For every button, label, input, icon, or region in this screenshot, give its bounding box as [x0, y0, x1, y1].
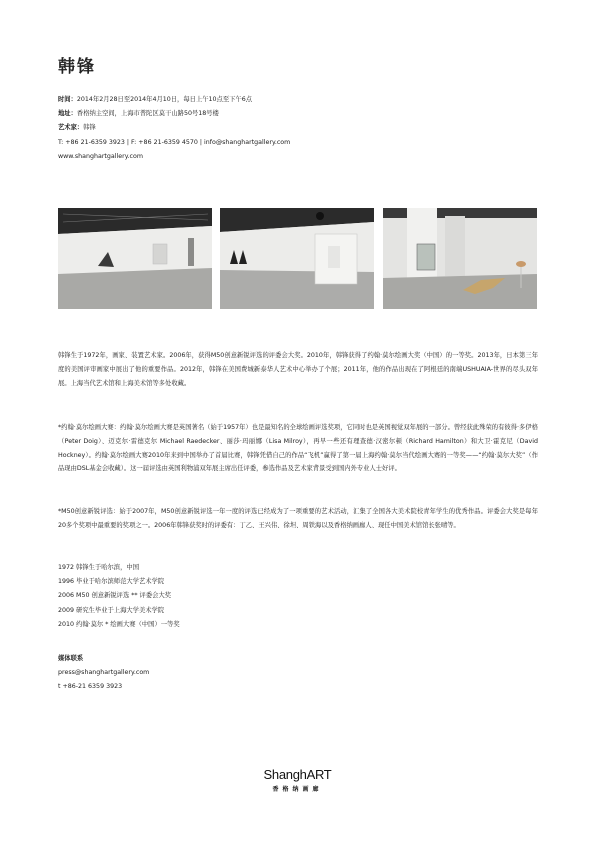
timeline-item: 1972 韩锋生于哈尔滨，中国 [58, 564, 139, 571]
logo-english: ShanghART [263, 767, 332, 782]
time-value: 2014年2月28日至2014年4月10日，每日上午10点至下午6点 [76, 96, 253, 103]
gallery-photo-1 [58, 208, 212, 309]
address-label: 地址： [58, 110, 77, 118]
press-contact [58, 652, 149, 695]
logo-chinese: 香格纳画廊 [272, 786, 323, 793]
time-row [58, 93, 290, 107]
press-contact-label: 媒体联系 [58, 655, 84, 662]
artist-label: 艺术家： [58, 124, 84, 132]
timeline-item: 2006 M50 创意新锐评选 ** 评委会大奖 [58, 592, 172, 600]
artist-value: 韩锋 [83, 124, 96, 132]
contact-line[interactable]: T: +86 21-6359 3923 | F: +86 21-6359 4570 | info@shanghartgallery.com [58, 138, 291, 146]
timeline-item: 2010 约翰·莫尔 * 绘画大赛（中国）一等奖 [58, 620, 180, 628]
time-label: 时间： [58, 96, 77, 103]
artist-bio-paragraph: 韩锋生于1972年，画家、装置艺术家。2006年，获得M50创意新锐评选的评委会大奖。2010年，韩锋获得了约翰·莫尔绘画大奖（中国）的一等奖。2013年，日本第三年度的美国评审画家中展出了他的重要作品。2012年，韩锋在美国费城新泰华人艺术中心举办了个展；2011年，他的作品出现在了阿根廷的南端USHUAIA-世界的尽头双年展。上海当代艺术馆和上海美术馆等多处收藏。 [58, 352, 538, 387]
page-title: 韩锋 [58, 57, 96, 77]
gallery-photo-2 [220, 208, 374, 309]
john-moores-note: *约翰·莫尔绘画大赛：约翰·莫尔绘画大赛是英国著名（始于1957年）也是最知名的全球绘画评选奖项，它同时也是英国视觉双年展的一部分。曾经获此殊荣的有彼得·多伊格（Peter Doig）、迈克尔·雷德克尔 Michael Raedecker、丽莎·玛丽娜（Lisa Milroy），再早一些还有理查德·汉密尔顿（Richard Hamilton）和大卫·霍克尼（David Hockney）。约翰·莫尔绘画大赛2010年来到中国举办了首届比赛，韩锋凭借自己的作品“飞机”赢得了第一届上海约翰·莫尔当代绘画大赛的一等奖——“约翰·莫尔大奖”（作品现由DSL基金会收藏）。这一届评选由英国利物浦双年展主席出任评委，参选作品及艺术家背景受到国内外专业人士好评。 [58, 424, 538, 473]
press-phone: t +86-21 6359 3923 [58, 683, 123, 691]
timeline [58, 561, 180, 632]
timeline-item: 2009 研究生毕业于上海大学美术学院 [58, 606, 165, 614]
shanghart-logo [0, 767, 595, 793]
m50-note: *M50创意新锐评选：始于2007年，M50创意新锐评选一年一度的评选已经成为了一项重要的艺术活动，汇集了全国各大美术院校青年学生的优秀作品。评委会大奖是每年20多个奖项中最重要的奖项之一。2006年韩锋获奖时的评委有：丁乙、王兴伟、徐坦、周铁海以及香格纳画廊人、现任中国美术馆馆长张晴等。 [58, 508, 538, 529]
timeline-item: 1996 毕业于哈尔滨师范大学艺术学院 [58, 578, 165, 586]
address-row [58, 107, 290, 121]
website-link[interactable]: www.shanghartgallery.com [58, 152, 143, 160]
gallery-photo-3 [383, 208, 537, 309]
artist-row [58, 121, 290, 135]
address-value: 香格纳主空间，上海市普陀区莫干山路50号18号楼 [76, 110, 219, 118]
press-email-link[interactable]: press@shanghartgallery.com [58, 669, 150, 677]
exhibition-info [58, 93, 290, 164]
